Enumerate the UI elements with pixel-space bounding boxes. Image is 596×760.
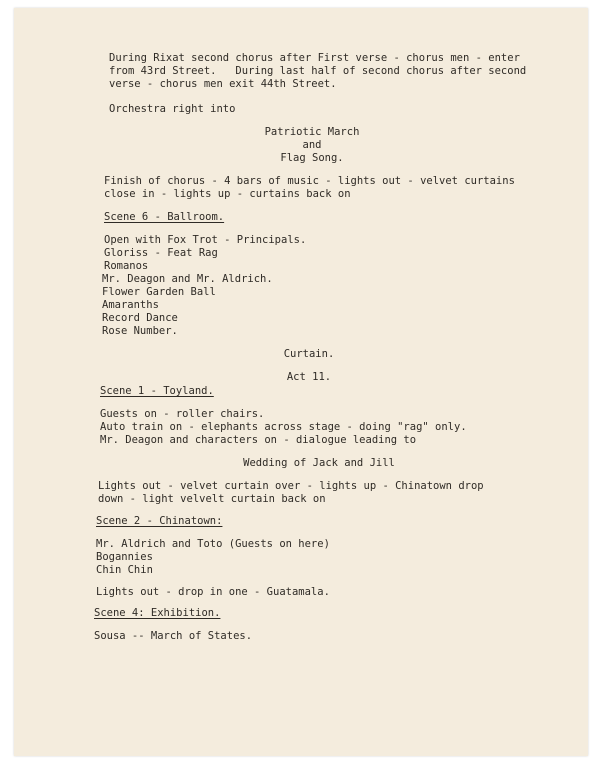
text-line: down - light velvelt curtain back on <box>98 493 326 505</box>
text-line: from 43rd Street. During last half of second chorus after second <box>109 65 527 77</box>
list-item: Chin Chin <box>96 564 153 576</box>
scene-heading: Scene 4: Exhibition. <box>94 607 221 619</box>
centered-title: Flag Song. <box>280 152 344 164</box>
list-item: Romanos <box>104 260 149 272</box>
text-line: verse - chorus men exit 44th Street. <box>109 78 337 90</box>
text-line: Orchestra right into <box>109 103 236 115</box>
list-item: Gloriss - Feat Rag <box>104 247 218 259</box>
list-item: Bogannies <box>96 551 153 563</box>
list-item: Mr. Deagon and Mr. Aldrich. <box>102 273 273 285</box>
list-item: Auto train on - elephants across stage - doing "rag" only. <box>100 421 467 433</box>
scene-heading: Scene 6 - Ballroom. <box>104 211 225 223</box>
typed-page <box>14 8 588 756</box>
text-line: Finish of chorus - 4 bars of music - lights out - velvet curtains <box>104 175 515 187</box>
centered-title: Wedding of Jack and Jill <box>243 457 395 469</box>
list-item: Mr. Deagon and characters on - dialogue leading to <box>100 434 417 446</box>
list-item: Flower Garden Ball <box>102 286 216 298</box>
list-item: Amaranths <box>102 299 159 311</box>
list-item: Open with Fox Trot - Principals. <box>104 234 307 246</box>
centered-title: and <box>302 139 322 151</box>
text-line: Lights out - velvet curtain over - lights up - Chinatown drop <box>98 480 484 492</box>
scene-heading: Scene 2 - Chinatown: <box>96 515 223 527</box>
text-line: close in - lights up - curtains back on <box>104 188 351 200</box>
list-item: Mr. Aldrich and Toto (Guests on here) <box>96 538 330 550</box>
text-line: Lights out - drop in one - Guatamala. <box>96 586 330 598</box>
text-line: During Rixat second chorus after First verse - chorus men - enter <box>109 52 520 64</box>
list-item: Guests on - roller chairs. <box>100 408 265 420</box>
list-item: Rose Number. <box>102 325 178 337</box>
curtain-label: Curtain. <box>283 348 335 360</box>
scene-heading: Scene 1 - Toyland. <box>100 385 214 397</box>
act-label: Act 11. <box>286 371 332 383</box>
text-line: Sousa -- March of States. <box>94 630 253 642</box>
list-item: Record Dance <box>102 312 178 324</box>
centered-title: Patriotic March <box>264 126 360 138</box>
